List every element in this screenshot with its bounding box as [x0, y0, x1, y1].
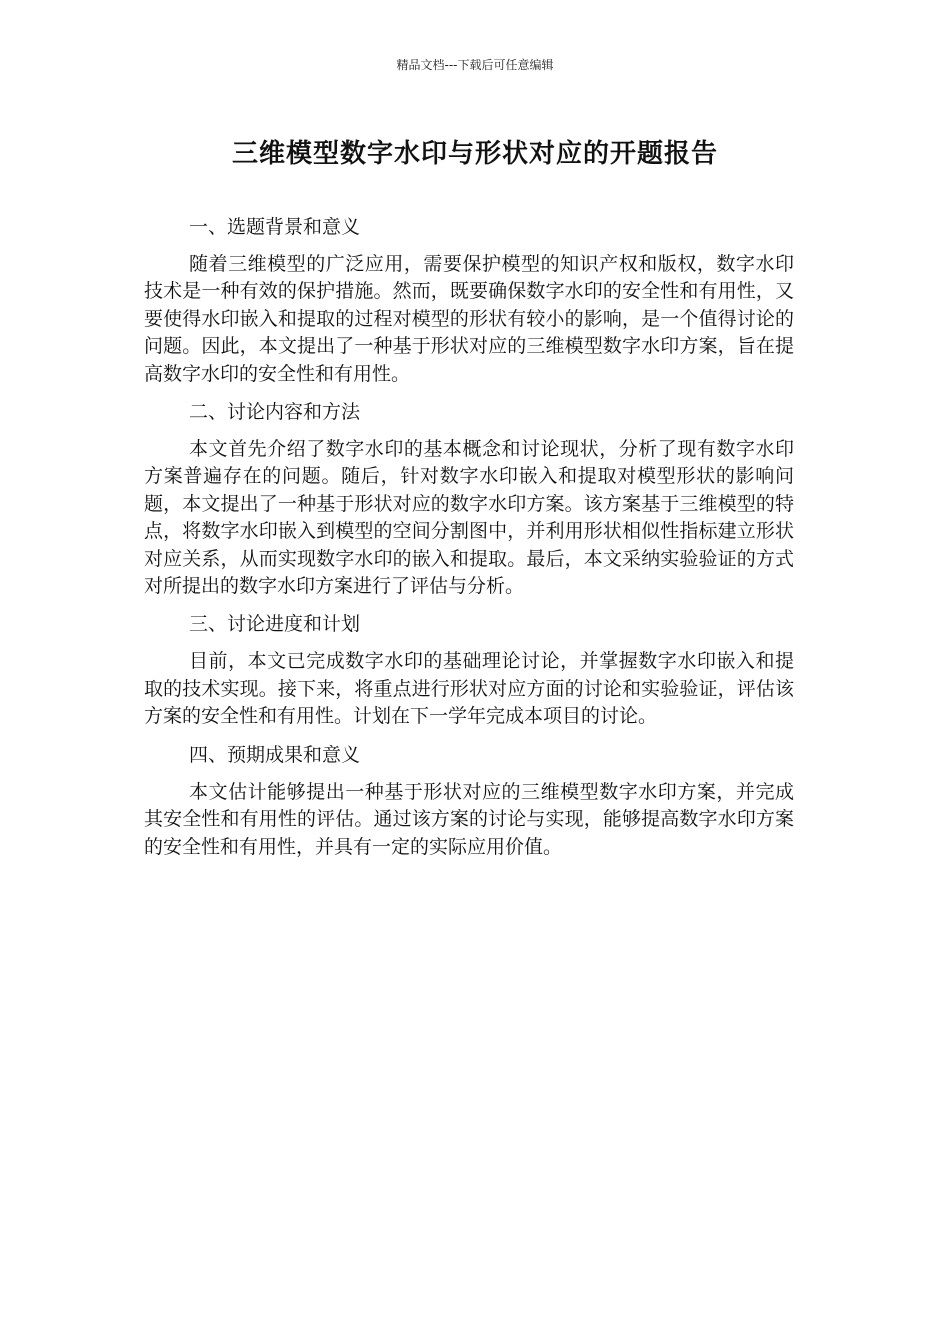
- section-body-progress: 目前，本文已完成数字水印的基础理论讨论，并掌握数字水印嵌入和提取的技术实现。接下来，将重点进行形状对应方面的讨论和实验验证，评估该方案的安全性和有用性。计划在下一学年完成本项目的讨论。: [144, 650, 794, 728]
- section-heading-background: 一、选题背景和意义: [189, 216, 361, 238]
- document-title: 三维模型数字水印与形状对应的开题报告: [231, 139, 718, 169]
- header-note: 精品文档---下载后可任意编辑: [396, 58, 554, 72]
- section-heading-methods: 二、讨论内容和方法: [189, 401, 361, 424]
- section-body-methods: 本文首先介绍了数字水印的基本概念和讨论现状，分析了现有数字水印方案普遍存在的问题。随后，针对数字水印嵌入和提取对模型形状的影响问题，本文提出了一种基于形状对应的数字水印方案。该方案基于三维模型的特点，将数字水印嵌入到模型的空间分割图中，并利用形状相似性指标建立形状对应关系，从而实现数字水印的嵌入和提取。最后，本文采纳实验验证的方式对所提出的数字水印方案进行了评估与分析。: [144, 438, 794, 598]
- document-body: [144, 213, 794, 871]
- section-body-outcomes: 本文估计能够提出一种基于形状对应的三维模型数字水印方案，并完成其安全性和有用性的评估。通过该方案的讨论与实现，能够提高数字水印方案的安全性和有用性，并具有一定的实际应用价值。: [144, 780, 794, 858]
- section-heading-progress: 三、讨论进度和计划: [189, 613, 361, 636]
- section-heading-outcomes: 四、预期成果和意义: [189, 743, 361, 766]
- section-body-background: 随着三维模型的广泛应用，需要保护模型的知识产权和版权，数字水印技术是一种有效的保护措施。然而，既要确保数字水印的安全性和有用性，又要使得水印嵌入和提取的过程对模型的形状有较小的影响，是一个值得讨论的问题。因此，本文提出了一种基于形状对应的三维模型数字水印方案，旨在提高数字水印的安全性和有用性。: [144, 253, 794, 385]
